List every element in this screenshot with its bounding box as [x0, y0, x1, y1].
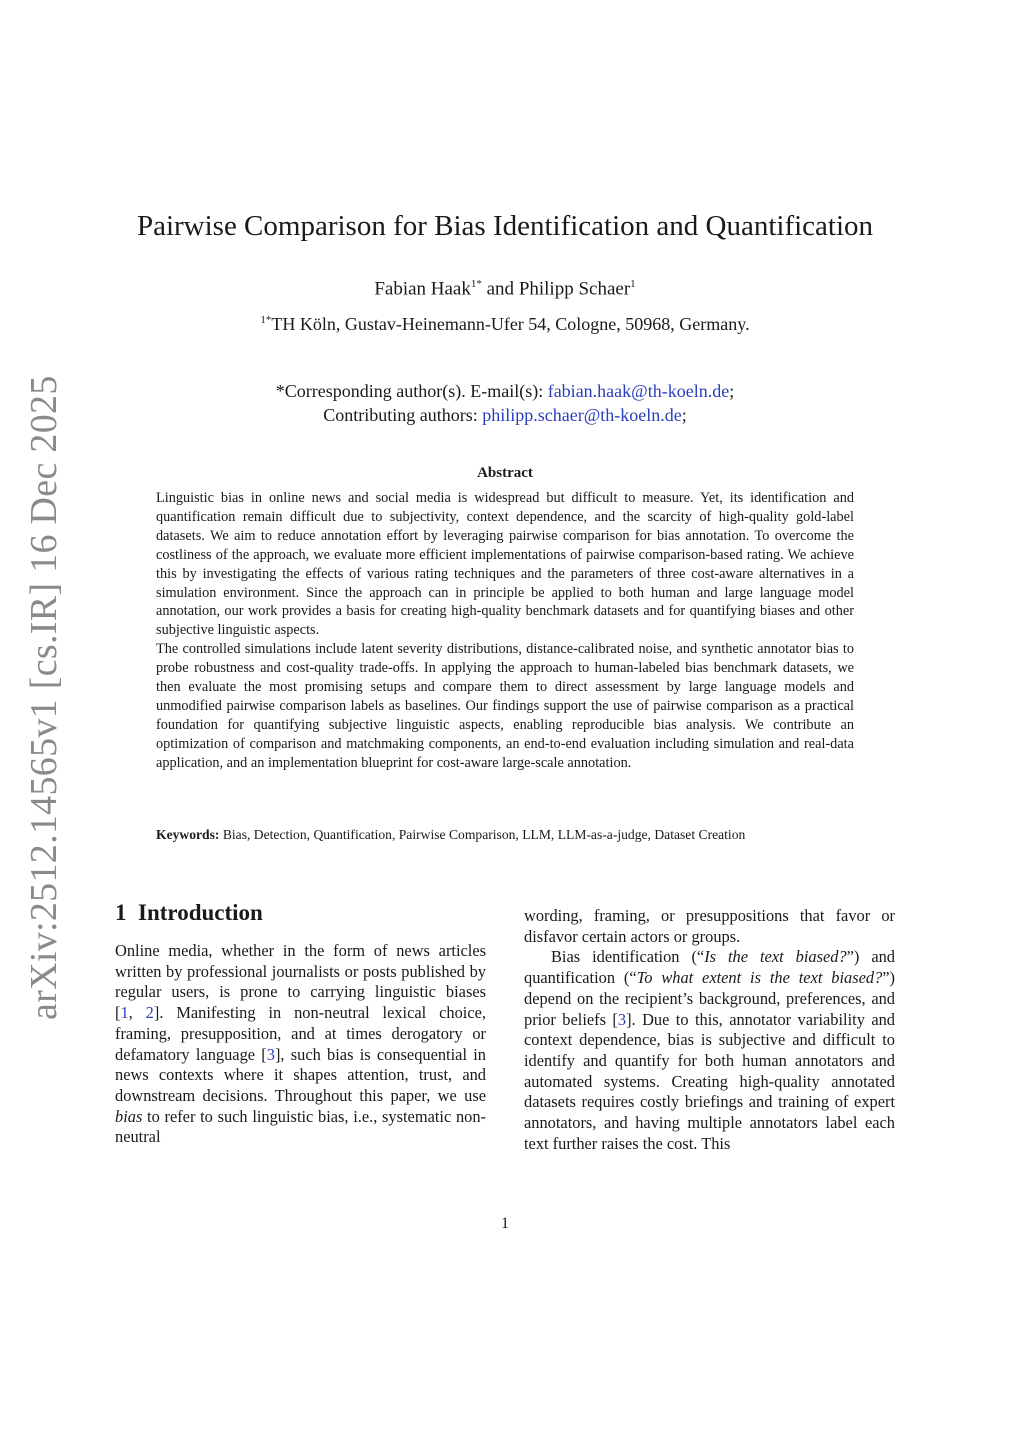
- abstract-paragraph-2: The controlled simulations include latent severity distributions, distance-calibrated noise, and synthetic annotator bias to probe robustness and cost-quality trade-offs. In applying the approach to human-labeled bias benchmark datasets, we then evaluate the most promising setups and compare them to direct assessment by large language models and unmodified pairwise comparison labels as baselines. Our findings support the use of pairwise comparison as a practical foundation for quantifying subjective linguistic aspects, enabling reproducible bias analysis. We contribute an optimization of comparison and matchmaking components, an end-to-end evaluation including simulation and real-data application, and an implementation blueprint for cost-aware large-scale annotation.: [156, 641, 854, 771]
- emphasis-term: bias: [115, 1106, 143, 1126]
- author-conjunction: and: [481, 278, 519, 300]
- arxiv-side-stamp: arXiv:2512.14565v1 [cs.IR] 16 Dec 2025: [23, 375, 65, 1020]
- section-number: 1: [115, 900, 127, 925]
- affiliation-mark: 1*: [260, 314, 272, 326]
- left-column: [115, 941, 486, 1148]
- corresponding-author-line: [0, 379, 1010, 403]
- author-1-name: Fabian Haak: [374, 278, 471, 300]
- text-span: ]. Manifesting in non-neutral lexical choice, framing, presupposition, and at times derogatory or defamatory language [: [115, 1003, 486, 1064]
- contributing-label: Contributing authors:: [323, 405, 483, 425]
- citation-link[interactable]: 3: [617, 1009, 627, 1029]
- text-span: ], such bias is consequential in news contexts where it shapes attention, trust, and downstream decisions. Throughout this paper, we use: [115, 1044, 486, 1105]
- corresponding-suffix: ;: [729, 381, 735, 401]
- author-2-affil-mark: 1: [630, 278, 636, 290]
- contributing-suffix: ;: [681, 405, 687, 425]
- citation-link[interactable]: 3: [266, 1044, 275, 1064]
- page-number: 1: [501, 1215, 509, 1232]
- keywords-label: Keywords:: [156, 827, 220, 842]
- text-span: ]. Due to this, annotator variability and context dependence, bias is subjective and difficult to identify and quantify for both human annotators and automated systems. Creating high-quality annotated datasets requires costly briefings and training of expert annotators, and having multiple annotators label each text further raises the cost. This: [524, 1009, 895, 1153]
- correspondence-block: [0, 379, 1010, 427]
- text-span: Bias identification (“: [551, 947, 705, 967]
- emphasis-question: To what extent is the text biased?: [636, 968, 883, 988]
- abstract-body: [156, 489, 854, 773]
- corresponding-email-link[interactable]: fabian.haak@th-koeln.de: [547, 381, 730, 401]
- author-line: [0, 278, 1010, 300]
- section-heading: [115, 900, 263, 926]
- abstract-paragraph-1: Linguistic bias in online news and social media is widespread but difficult to measure. Yet, its identification and quantification remain difficult due to subjectivity, context dependence, and the scarcity of high-quality gold-label datasets. We aim to reduce annotation effort by leveraging pairwise comparison for bias annotation. To overcome the costliness of the approach, we evaluate more efficient implementations of pairwise comparison-based rating. We achieve this by investigating the effects of various rating techniques and the parameters of three cost-aware alternatives in a simulation environment. Since the approach can in principle be applied to both human and large language model annotation, our work provides a basis for creating high-quality benchmark datasets and for quantifying biases and other subjective linguistic aspects.: [156, 490, 854, 639]
- affiliation: [0, 314, 1010, 335]
- corresponding-label: *Corresponding author(s). E-mail(s):: [275, 381, 548, 401]
- intro-paragraph-2: [524, 947, 895, 1154]
- intro-paragraph-continued: wording, framing, or presuppositions that favor or disfavor certain actors or groups.: [524, 906, 895, 946]
- contributing-author-line: [0, 403, 1010, 427]
- emphasis-question: Is the text biased?: [704, 947, 847, 967]
- text-span: ”) depend on the recipient’s background, preferences, and prior beliefs [: [524, 968, 895, 1029]
- contributing-email-link[interactable]: philipp.schaer@th-koeln.de: [482, 405, 682, 425]
- intro-paragraph-1: [115, 941, 486, 1148]
- author-2-name: Philipp Schaer: [518, 278, 631, 300]
- section-title: Introduction: [138, 900, 263, 925]
- text-span: to refer to such linguistic bias, i.e., systematic non-neutral: [115, 1106, 486, 1147]
- text-span: Online media, whether in the form of news articles written by professional journalists or posts published by regular users, is prone to carrying linguistic biases [: [115, 941, 486, 1023]
- author-1-affil-mark: 1*: [470, 278, 482, 290]
- text-span: ,: [128, 1003, 146, 1023]
- paper-title: Pairwise Comparison for Bias Identification and Quantification: [136, 210, 874, 242]
- keywords-list: Bias, Detection, Quantification, Pairwise Comparison, LLM, LLM-as-a-judge, Dataset Creation: [219, 827, 746, 842]
- right-column: [524, 906, 895, 1154]
- text-span: ”) and quantification (“: [524, 947, 895, 988]
- citation-link[interactable]: 1: [120, 1003, 129, 1023]
- abstract-heading: Abstract: [477, 465, 533, 481]
- citation-link[interactable]: 2: [145, 1003, 154, 1023]
- affiliation-text: TH Köln, Gustav-Heinemann-Ufer 54, Cologne, 50968, Germany.: [271, 314, 750, 334]
- keywords-line: [156, 827, 876, 843]
